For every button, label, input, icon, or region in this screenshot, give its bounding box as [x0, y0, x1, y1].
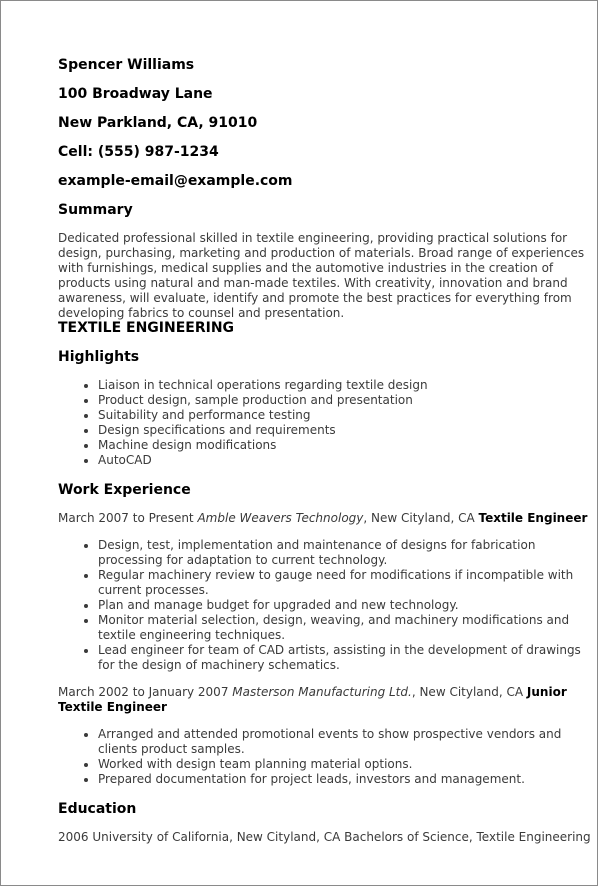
contact-name: Spencer Williams	[58, 57, 195, 73]
job-title: Textile Engineer	[478, 511, 588, 525]
list-item: • Prepared documentation for project leads, investors and management.	[98, 772, 594, 787]
list-item: • Plan and manage budget for upgraded and new technology.	[98, 598, 594, 613]
contact-address: 100 Broadway Lane	[58, 86, 213, 102]
list-item: • Liaison in technical operations regarding textile design	[98, 378, 594, 393]
job-dates: March 2007 to Present	[58, 511, 194, 525]
list-item: • Product design, sample production and presentation	[98, 393, 594, 408]
work-experience-heading: Work Experience	[58, 482, 191, 498]
job-entry-2-header	[58, 685, 594, 715]
list-item: • Design, test, implementation and maintenance of designs for fabrication processing for adaptation to current technology.	[98, 538, 594, 568]
job-company: Amble Weavers Technology	[197, 511, 364, 525]
job-entry-1-header	[58, 511, 594, 526]
list-item: • Regular machinery review to gauge need for modifications if incompatible with current processes.	[98, 568, 594, 598]
highlights-heading: Highlights	[58, 349, 140, 365]
job-dates: March 2002 to January 2007	[58, 685, 229, 699]
list-item: • Design specifications and requirements	[98, 423, 594, 438]
list-item: • Lead engineer for team of CAD artists, assisting in the development of drawings for the design of machinery schematics.	[98, 643, 594, 673]
professional-title: TEXTILE ENGINEERING	[58, 320, 235, 336]
education-text: 2006 University of California, New Cityland, CA Bachelors of Science, Textile Engineering	[58, 830, 591, 844]
list-item: • Suitability and performance testing	[98, 408, 594, 423]
list-item: • Machine design modifications	[98, 438, 594, 453]
job-location: , New Cityland, CA	[363, 511, 475, 525]
job-1-bullets	[58, 538, 594, 673]
job-title: Junior Textile Engineer	[58, 685, 567, 714]
list-item: • Monitor material selection, design, weaving, and machinery modifications and textile engineering techniques.	[98, 613, 594, 643]
list-item: • Worked with design team planning material options.	[98, 757, 594, 772]
job-2-bullets	[58, 727, 594, 787]
list-item: • Arranged and attended promotional events to show prospective vendors and clients product samples.	[98, 727, 594, 757]
summary-heading: Summary	[58, 202, 133, 218]
contact-city-state-zip: New Parkland, CA, 91010	[58, 115, 258, 131]
highlights-list	[58, 378, 594, 468]
contact-email: example-email@example.com	[58, 173, 293, 189]
job-company: Masterson Manufacturing Ltd.	[232, 685, 412, 699]
job-location: , New Cityland, CA	[411, 685, 524, 699]
contact-cell: Cell: (555) 987-1234	[58, 144, 219, 160]
list-item: • AutoCAD	[98, 453, 594, 468]
education-heading: Education	[58, 801, 137, 817]
summary-text: Dedicated professional skilled in textile engineering, providing practical solutions for design, purchasing, marketing and production of materials. Broad range of experiences with furnishings, medical supplies and the automotive industries in the creation of products using natural and man-made textiles. With creativity, innovation and brand awareness, will evaluate, identify and promote the best practices for everything from developing fabrics to counsel and presentation.	[58, 231, 585, 320]
